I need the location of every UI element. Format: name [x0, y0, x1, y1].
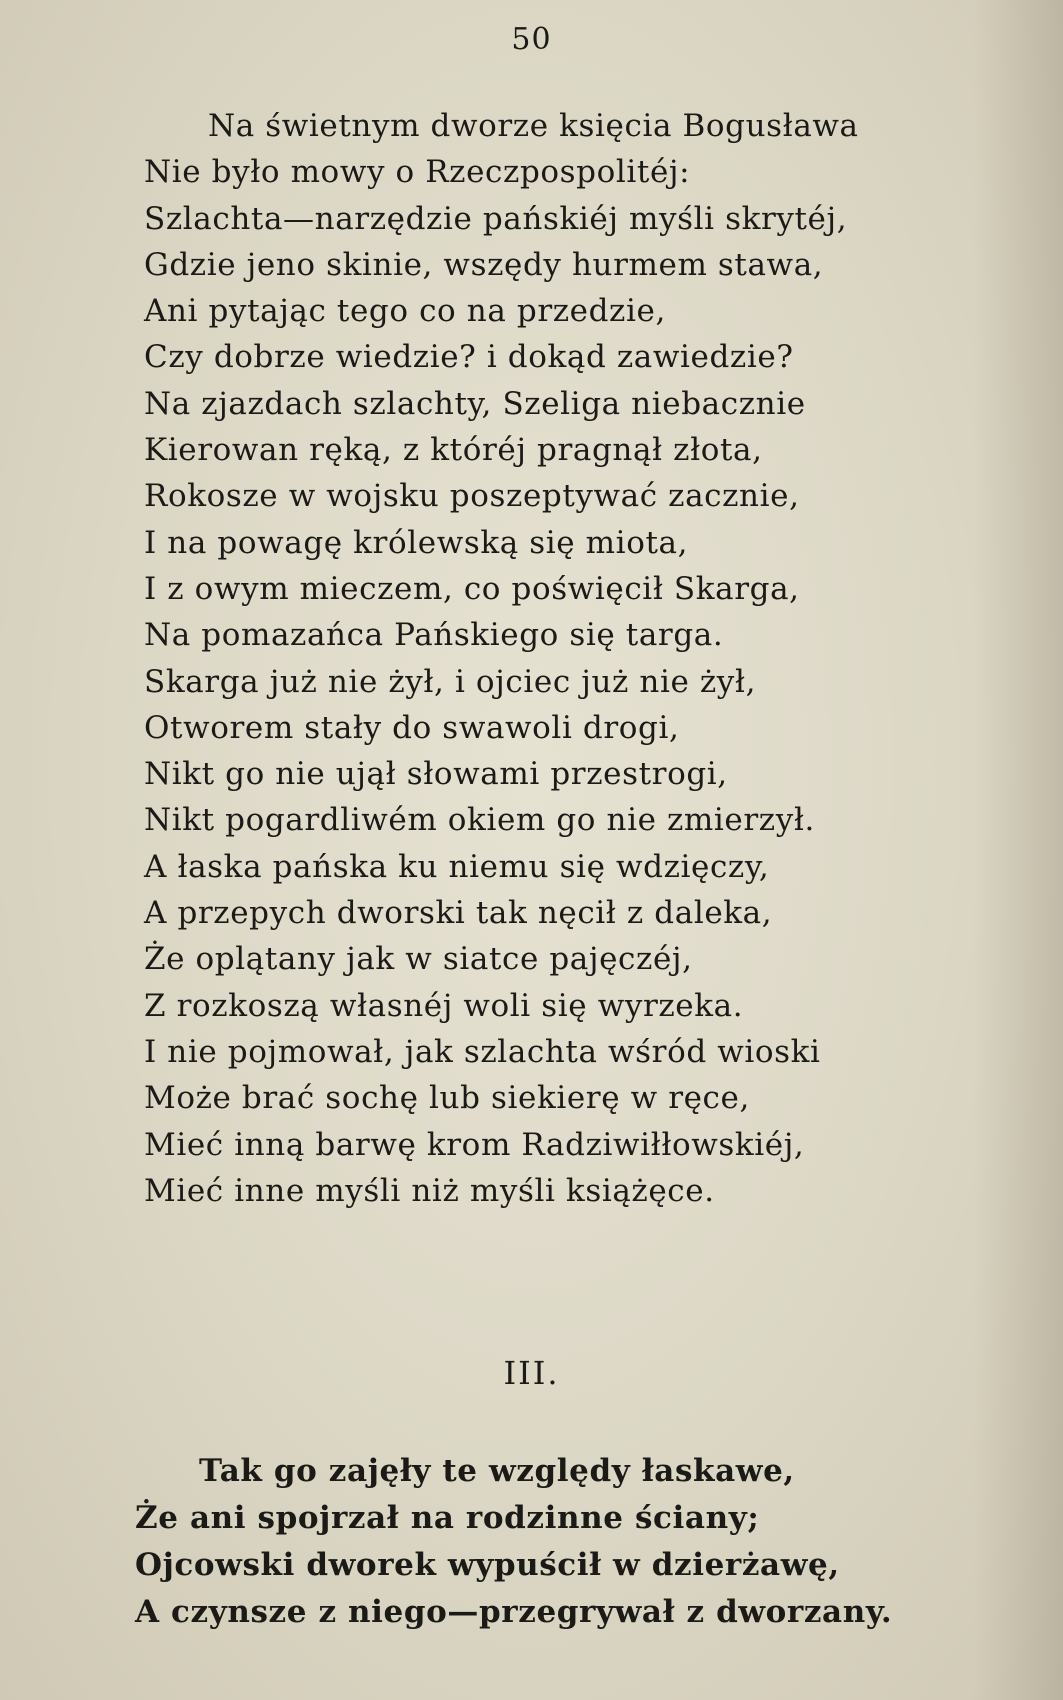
section-heading: III. [503, 1354, 560, 1392]
verse-line: Nie było mowy o Rzeczpospolitéj: [144, 154, 691, 191]
verse-line: A czynsze z niego—przegrywał z dworzany. [135, 1594, 893, 1630]
verse-line: Nikt go nie ujął słowami przestrogi, [144, 756, 728, 793]
verse-line: Ojcowski dworek wypuścił w dzierżawę, [135, 1547, 840, 1583]
verse-line: Na pomazańca Pańskiego się targa. [144, 617, 724, 654]
verse-line: Ani pytając tego co na przedzie, [144, 293, 666, 330]
poem-stanza-1 [144, 103, 859, 1214]
verse-line: Że ani spojrzał na rodzinne ściany; [135, 1500, 760, 1536]
verse-line: A przepych dworski tak nęcił z daleka, [144, 895, 773, 932]
verse-line: Kierowan ręką, z któréj pragnął złota, [144, 432, 763, 469]
verse-line: Mieć inne myśli niż myśli książęce. [144, 1172, 715, 1209]
verse-line: Gdzie jeno skinie, wszędy hurmem stawa, [144, 246, 824, 283]
verse-line: Nikt pogardliwém okiem go nie zmierzył. [144, 802, 815, 839]
verse-line: Czy dobrze wiedzie? i dokąd zawiedzie? [144, 339, 794, 376]
verse-line: Tak go zajęły te względy łaskawe, [199, 1453, 795, 1489]
page-number: 50 [511, 22, 552, 57]
verse-line: Na świetnym dworze księcia Bogusława [208, 108, 859, 144]
verse-line: Skarga już nie żył, i ojciec już nie żył, [144, 663, 757, 700]
verse-line: Szlachta—narzędzie pańskiéj myśli skrytéj, [144, 200, 848, 237]
verse-line: I na powagę królewską się miota, [144, 524, 689, 561]
page-edge-shadow [973, 0, 1063, 1700]
poem-stanza-2 [135, 1448, 892, 1636]
verse-line: Mieć inną barwę krom Radziwiłłowskiéj, [144, 1126, 805, 1163]
verse-line: Rokosze w wojsku poszeptywać zacznie, [144, 478, 800, 515]
verse-line: Może brać sochę lub siekierę w ręce, [144, 1080, 750, 1117]
verse-line: Z rozkoszą własnéj woli się wyrzeka. [144, 987, 744, 1024]
verse-line: A łaska pańska ku niemu się wdzięczy, [144, 848, 770, 885]
verse-line: Otworem stały do swawoli drogi, [144, 709, 680, 746]
verse-line: I nie pojmował, jak szlachta wśród wioski [144, 1033, 821, 1070]
verse-line: Że oplątany jak w siatce pajęczéj, [144, 941, 693, 978]
verse-line: Na zjazdach szlachty, Szeliga niebacznie [144, 385, 806, 422]
verse-line: I z owym mieczem, co poświęcił Skarga, [144, 570, 800, 607]
